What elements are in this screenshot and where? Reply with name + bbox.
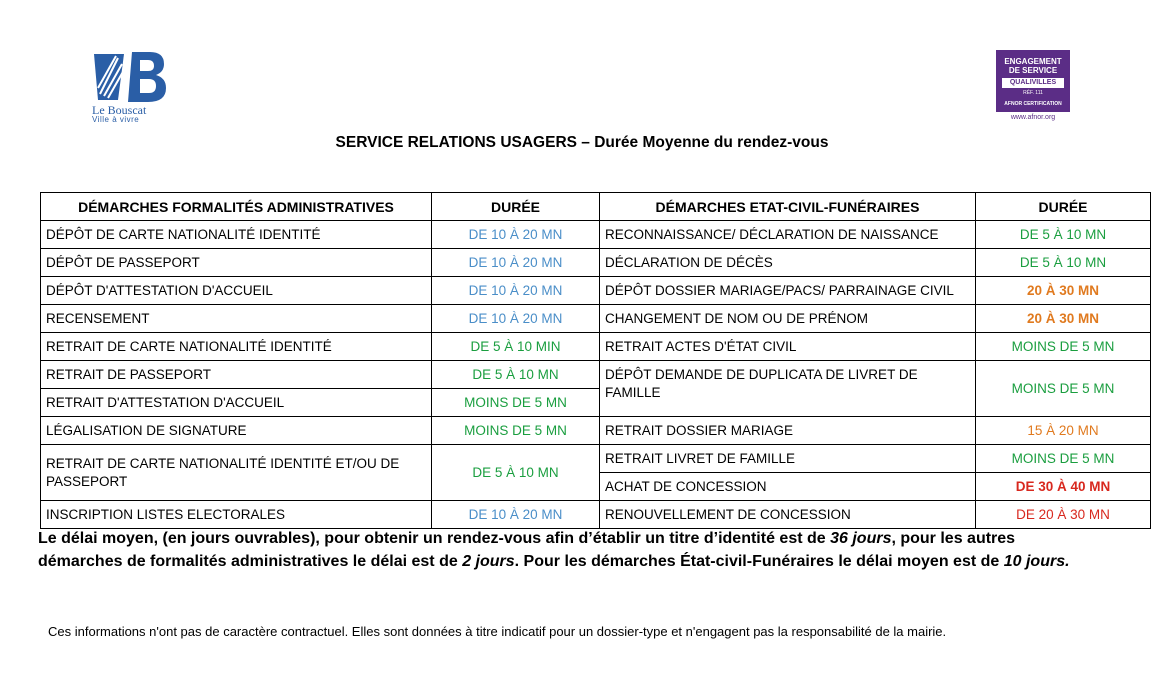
right-duration: DE 30 À 40 MN	[976, 473, 1151, 501]
durations-table	[40, 192, 1151, 529]
right-label: RETRAIT ACTES D'ÉTAT CIVIL	[600, 333, 976, 361]
left-label: RETRAIT DE CARTE NATIONALITÉ IDENTITÉ ET/OU DE PASSEPORT	[41, 445, 432, 501]
right-label: ACHAT DE CONCESSION	[600, 473, 976, 501]
left-duration: DE 10 À 20 MN	[432, 277, 600, 305]
disclaimer: Ces informations n'ont pas de caractère contractuel. Elles sont données à titre indicatif pour un dossier-type et n'engagent pas la responsabilité de la mairie.	[48, 624, 947, 639]
right-label: RETRAIT LIVRET DE FAMILLE	[600, 445, 976, 473]
left-duration: DE 10 À 20 MN	[432, 501, 600, 529]
left-duration: MOINS DE 5 MN	[432, 389, 600, 417]
left-label: RECENSEMENT	[41, 305, 432, 333]
left-label: LÉGALISATION DE SIGNATURE	[41, 417, 432, 445]
table-header-row	[41, 193, 1151, 221]
left-label: DÉPÔT DE CARTE NATIONALITÉ IDENTITÉ	[41, 221, 432, 249]
left-label: INSCRIPTION LISTES ELECTORALES	[41, 501, 432, 529]
left-duration: DE 10 À 20 MN	[432, 305, 600, 333]
note-delay-1: 36 jours	[830, 530, 892, 547]
note-delay-2: 2 jours	[462, 553, 515, 570]
table-row	[41, 221, 1151, 249]
right-duration: DE 5 À 10 MN	[976, 249, 1151, 277]
le-bouscat-emblem-icon	[88, 48, 168, 104]
right-duration: DE 5 À 10 MN	[976, 221, 1151, 249]
table-row	[41, 501, 1151, 529]
left-duration: DE 10 À 20 MN	[432, 221, 600, 249]
left-label: RETRAIT DE PASSEPORT	[41, 361, 432, 389]
left-label: RETRAIT D'ATTESTATION D'ACCUEIL	[41, 389, 432, 417]
qualivilles-logo	[996, 50, 1072, 124]
left-duration: DE 5 À 10 MN	[432, 361, 600, 389]
note-delay-3: 10 jours.	[1003, 553, 1070, 570]
table-row	[41, 249, 1151, 277]
badge-ref: RÉF. 111	[1023, 90, 1043, 96]
left-label: DÉPÔT D'ATTESTATION D'ACCUEIL	[41, 277, 432, 305]
delay-note	[38, 527, 1078, 573]
badge-cert: AFNOR CERTIFICATION	[1004, 101, 1062, 107]
right-label: DÉPÔT DEMANDE DE DUPLICATA DE LIVRET DE FAMILLE	[600, 361, 976, 417]
right-label: DÉCLARATION DE DÉCÈS	[600, 249, 976, 277]
table-row	[41, 333, 1151, 361]
right-duration: MOINS DE 5 MN	[976, 333, 1151, 361]
right-duration: 20 À 30 MN	[976, 305, 1151, 333]
note-text-1: Le délai moyen, (en jours ouvrables), pour obtenir un rendez-vous afin d’établir un titre d’identité est de	[38, 530, 831, 547]
table-row	[41, 445, 1151, 473]
left-duration: MOINS DE 5 MN	[432, 417, 600, 445]
left-duration: DE 5 À 10 MIN	[432, 333, 600, 361]
left-label: RETRAIT DE CARTE NATIONALITÉ IDENTITÉ	[41, 333, 432, 361]
right-duration: MOINS DE 5 MN	[976, 445, 1151, 473]
afnor-url: www.afnor.org	[1010, 114, 1056, 121]
left-label: DÉPÔT DE PASSEPORT	[41, 249, 432, 277]
left-duration: DE 5 À 10 MN	[432, 445, 600, 501]
table-row	[41, 361, 1151, 389]
note-text-3: . Pour les démarches État-civil-Funéraires le délai moyen est de	[514, 553, 1004, 570]
right-label: CHANGEMENT DE NOM OU DE PRÉNOM	[600, 305, 976, 333]
header-right: DÉMARCHES ETAT-CIVIL-FUNÉRAIRES	[600, 193, 976, 221]
logo-tagline: Ville à vivre	[92, 115, 140, 124]
right-label: RETRAIT DOSSIER MARIAGE	[600, 417, 976, 445]
header-left: DÉMARCHES FORMALITÉS ADMINISTRATIVES	[41, 193, 432, 221]
qualivilles-badge	[996, 50, 1070, 112]
right-label: RECONNAISSANCE/ DÉCLARATION DE NAISSANCE	[600, 221, 976, 249]
right-duration: DE 20 À 30 MN	[976, 501, 1151, 529]
right-label: RENOUVELLEMENT DE CONCESSION	[600, 501, 976, 529]
badge-label: QUALIVILLES	[1002, 78, 1064, 88]
note-text-2: , pour les autres démarches de formalités administratives le délai est de	[38, 530, 1016, 570]
table-row	[41, 277, 1151, 305]
right-duration: 20 À 30 MN	[976, 277, 1151, 305]
table-row	[41, 417, 1151, 445]
page-title: SERVICE RELATIONS USAGERS – Durée Moyenne du rendez-vous	[335, 134, 829, 151]
right-label: DÉPÔT DOSSIER MARIAGE/PACS/ PARRAINAGE CIVIL	[600, 277, 976, 305]
header-right-duration: DURÉE	[976, 193, 1151, 221]
logo-name: Le Bouscat	[92, 103, 147, 117]
badge-line1: ENGAGEMENT	[1004, 57, 1062, 66]
right-duration: MOINS DE 5 MN	[976, 361, 1151, 417]
badge-line2: DE SERVICE	[1008, 66, 1058, 75]
table-row	[41, 305, 1151, 333]
right-duration: 15 À 20 MN	[976, 417, 1151, 445]
le-bouscat-logo	[88, 48, 168, 126]
header-left-duration: DURÉE	[432, 193, 600, 221]
left-duration: DE 10 À 20 MN	[432, 249, 600, 277]
